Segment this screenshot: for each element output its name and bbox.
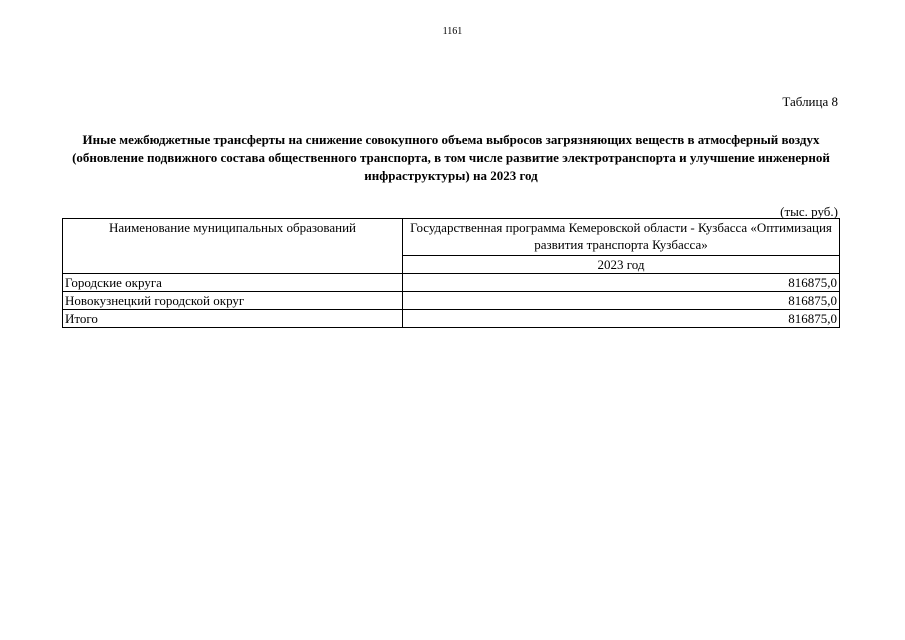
table-row (63, 292, 840, 310)
table-header-row (63, 219, 840, 256)
table-row (63, 310, 840, 328)
header-municipality: Наименование муниципальных образований (63, 219, 403, 274)
row-value: 816875,0 (403, 310, 840, 328)
page-number: 1161 (442, 26, 463, 37)
row-name: Итого (63, 310, 403, 328)
header-program: Государственная программа Кемеровской области - Кузбасса «Оптимизация развития транспорта Кузбасса» (403, 219, 840, 256)
row-name: Новокузнецкий городской округ (63, 292, 403, 310)
transfers-table (62, 218, 840, 328)
row-value: 816875,0 (403, 274, 840, 292)
document-title: Иные межбюджетные трансферты на снижение совокупного объема выбросов загрязняющих веществ в атмосферный воздух (обновление подвижного состава общественного транспорта, в том числе развитие электротранспорта и улучшение инженерной инфраструктуры) на 2023 год (72, 132, 830, 183)
header-year: 2023 год (403, 256, 840, 274)
units-label: (тыс. руб.) (780, 204, 838, 219)
row-value: 816875,0 (403, 292, 840, 310)
table-row (63, 274, 840, 292)
row-name: Городские округа (63, 274, 403, 292)
table-label: Таблица 8 (782, 94, 838, 109)
